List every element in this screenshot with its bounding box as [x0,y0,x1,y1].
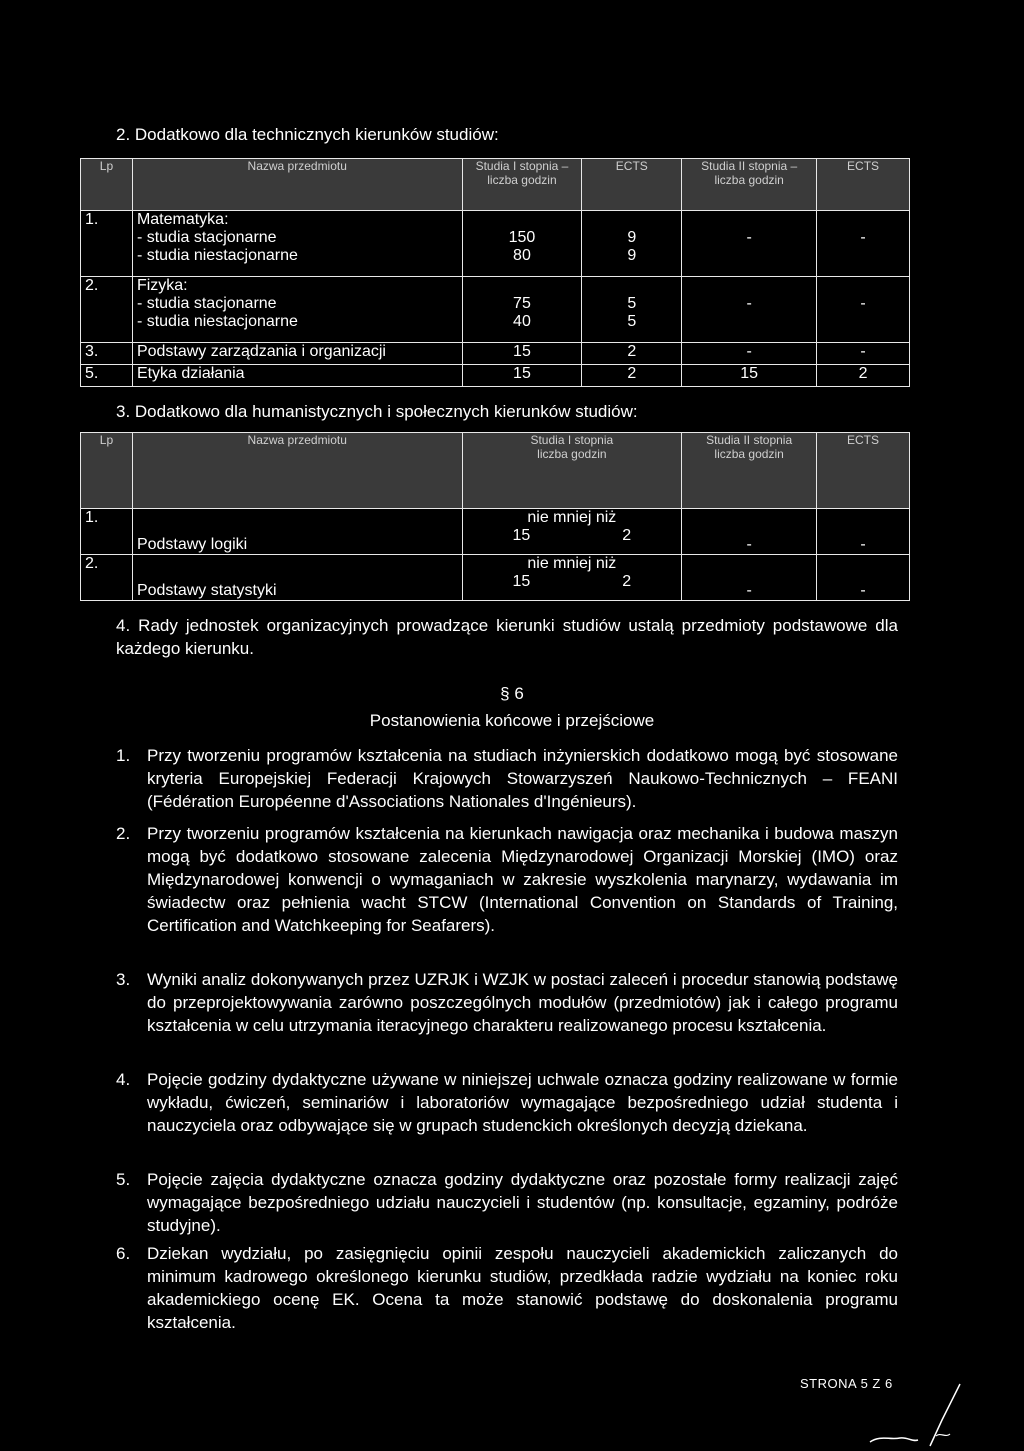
row-nr: 2. [81,555,133,601]
header-line: liczba godzin [537,447,607,461]
hours-value: 80 [513,247,531,264]
header-hours-2: Studia II stopnia – liczba godzin [682,159,817,211]
header-nr: Lp [81,159,133,211]
header-nr: Lp [81,433,133,509]
row-hours-1: 15 [462,343,582,365]
row-ects-1: 2 [582,343,682,365]
row-ects-2: - [817,509,910,555]
hours-value: 40 [513,313,531,330]
row-hours-2: 15 [682,365,817,387]
row-hours [462,509,682,555]
row-nr: 3. [81,343,133,365]
header-hours-1: Studia I stopnia – liczba godzin [462,159,582,211]
hours-value: 15 [512,527,531,544]
table-row [81,365,910,387]
header-line: liczba godzin [714,447,784,461]
hours-value: - [746,295,752,312]
table-row [81,211,910,277]
row-hours-2: - [682,555,817,601]
provision-item [116,1168,898,1237]
table-row [81,555,910,601]
row-name-line: - studia stacjonarne [136,295,277,312]
header-ects-1: ECTS [582,159,682,211]
row-nr: 1. [81,211,133,277]
row-name-line: Fizyka: [136,277,188,294]
provision-item [116,822,898,937]
header-ects-2: ECTS [817,433,910,509]
row-name: Podstawy zarządzania i organizacji [132,343,462,365]
min-label: nie mniej niż [527,509,617,526]
row-nr: 2. [81,277,133,343]
item-text: Wyniki analiz dokonywanych przez UZRJK i WZJK w postaci zaleceń i procedur stanowią podstawę do przeprojektowywania zarówno poszczególnych modułów (przedmiotów) jak i całego programu kształcenia w celu utrzymania iteracyjnego charakteru realizowanego procesu kształcenia. [147,970,898,1035]
row-ects-2: - [817,555,910,601]
table-row [81,509,910,555]
ects-value: 2 [622,527,632,544]
row-name-line: Matematyka: [136,211,229,228]
row-name: Podstawy statystyki [132,555,462,601]
row-ects-1: 2 [582,365,682,387]
ects-value: 5 [627,313,637,330]
item-text: Pojęcie godziny dydaktyczne używane w niniejszej uchwale oznacza godziny realizowane w formie wykładu, ćwiczeń, seminariów i laboratoriów wymagające bezpośredniego udział studenta i nauczyciela oraz odbywające się w grupach studenckich określonych decyzją dziekana. [147,1070,898,1135]
row-name-line: - studia stacjonarne [136,229,277,246]
row-ects-2 [817,211,910,277]
row-name: Podstawy logiki [132,509,462,555]
table-header-row [81,159,910,211]
table-row [81,343,910,365]
row-hours-2: - [682,343,817,365]
row-hours [462,555,682,601]
header-line: Studia I stopnia [530,433,614,447]
header-name: Nazwa przedmiotu [132,433,462,509]
row-nr: 5. [81,365,133,387]
item-number: 1. [116,746,131,765]
table-row [81,277,910,343]
ects-value: 5 [627,295,637,312]
row-hours-2 [682,211,817,277]
item-text: Pojęcie zajęcia dydaktyczne oznacza godziny dydaktyczne oraz pozostałe formy realizacji zajęć wymagające bezpośredniego udziału nauczycieli i studentów (np. konsultacje, egzaminy, podróże studyjne). [147,1170,898,1235]
provision-item [116,744,898,813]
technical-subjects-table [80,158,910,387]
ects-value: 9 [627,247,637,264]
header-line: Studia II stopnia [706,433,793,447]
hours-value: 75 [513,295,531,312]
provision-item [116,968,898,1037]
paragraph-symbol: § 6 [500,684,524,703]
section-2-heading: 2. Dodatkowo dla technicznych kierunków studiów: [116,125,499,144]
item-text: Przy tworzeniu programów kształcenia na studiach inżynierskich dodatkowo mogą być stosowane kryteria Europejskiej Federacji Krajowych Stowarzyszeń Naukowo-Technicznych – FEANI (Fédération Européenne d'Associations Nationales d'Ingénieurs). [147,746,898,811]
row-ects-2: 2 [817,365,910,387]
row-hours-1: 15 [462,365,582,387]
ects-value: 9 [627,229,637,246]
section-4-text: 4. Rady jednostek organizacyjnych prowadzące kierunki studiów ustalą przedmioty podstawowe dla każdego kierunku. [116,616,898,658]
row-name: Etyka działania [132,365,462,387]
min-label: nie mniej niż [527,555,617,572]
item-number: 2. [116,824,131,843]
header-hours-2 [682,433,817,509]
hours-value: 15 [512,573,531,590]
row-name [132,277,462,343]
row-name [132,211,462,277]
ects-value: 2 [622,573,632,590]
signature-mark [860,1380,980,1450]
row-name-line: - studia niestacjonarne [136,313,298,330]
item-number: 3. [116,970,131,989]
item-number: 5. [116,1170,131,1189]
provision-item [116,1068,898,1137]
provision-item [116,1242,898,1334]
item-text: Dziekan wydziału, po zasięgnięciu opinii zespołu nauczycieli akademickich zaliczanych do minimum kadrowego określonego kierunku studiów, przedkłada radzie wydziału na koniec roku akademickiego ocenę EK. Ocena ta może stanowić podstawę do doskonalenia programu kształcenia. [147,1244,898,1332]
item-text: Przy tworzeniu programów kształcenia na kierunkach nawigacja oraz mechanika i budowa maszyn mogą być dodatkowo stosowane zalecenia Międzynarodowej Organizacji Morskiej (IMO) oraz Międzynarodowej konwencji o wymaganiach w zakresie wyszkolenia marynarzy, wydawania im świadectw oraz pełnienia wacht STCW (International Convention on Standards of Training, Certification and Watchkeeping for Seafarers). [147,824,898,935]
row-nr: 1. [81,509,133,555]
header-ects-2: ECTS [817,159,910,211]
header-hours-1 [462,433,682,509]
paragraph-title: Postanowienia końcowe i przejściowe [369,711,655,730]
row-ects-2: - [817,343,910,365]
row-ects-1 [582,211,682,277]
row-hours-2 [682,277,817,343]
item-number: 6. [116,1244,131,1263]
humanities-subjects-table [80,432,910,601]
row-ects-1 [582,277,682,343]
item-number: 4. [116,1070,131,1089]
page-number: STRONA 5 Z 6 [800,1376,893,1391]
header-name: Nazwa przedmiotu [132,159,462,211]
row-name-line: - studia niestacjonarne [136,247,298,264]
hours-value: - [746,229,752,246]
row-hours-1 [462,277,582,343]
row-hours-1 [462,211,582,277]
table-header-row [81,433,910,509]
section-3-heading: 3. Dodatkowo dla humanistycznych i społecznych kierunków studiów: [116,402,638,421]
row-ects-2 [817,277,910,343]
ects-value: - [860,229,866,246]
ects-value: - [860,295,866,312]
row-hours-2: - [682,509,817,555]
hours-value: 150 [508,229,536,246]
